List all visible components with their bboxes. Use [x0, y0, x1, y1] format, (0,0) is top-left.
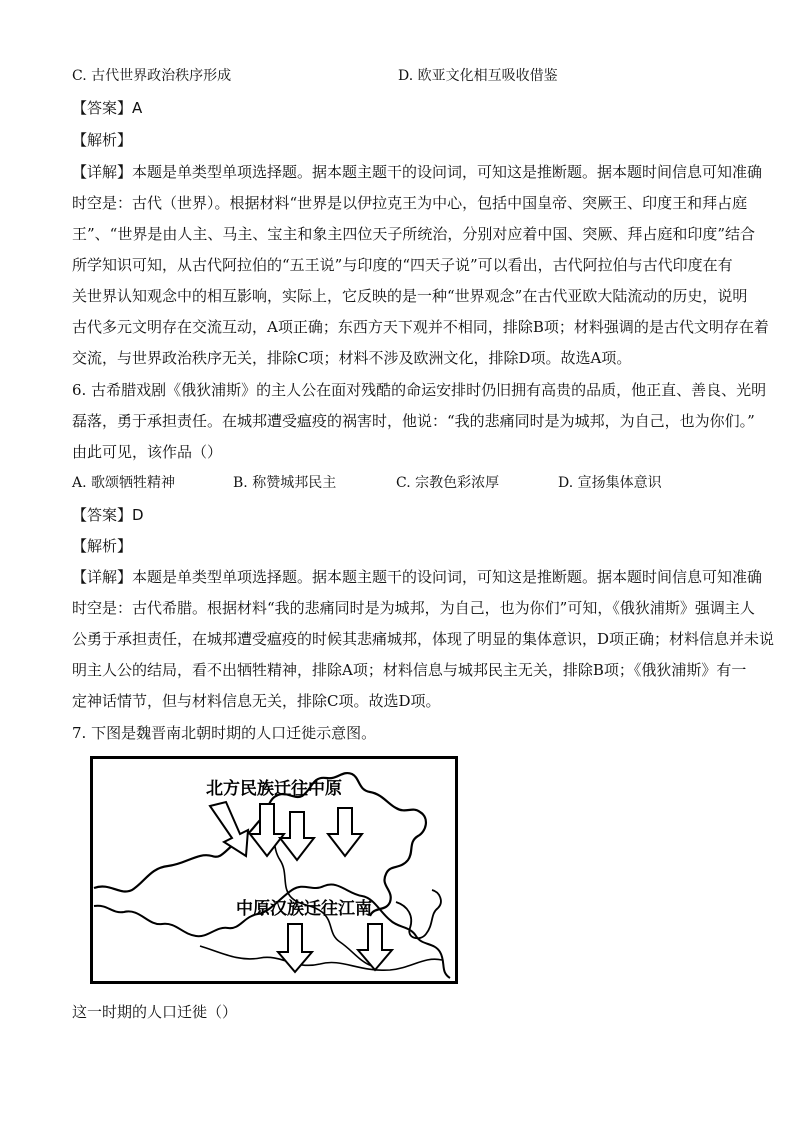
- q6-detail-line: 【详解】本题是单类型单项选择题。据本题主题干的设问词，可知这是推断题。据本题时间信息可知准确: [72, 568, 763, 586]
- q6-detail-line: 公勇于承担责任，在城邦遭受瘟疫的时候其悲痛城邦，体现了明显的集体意识，D项正确；材料信息并未说: [72, 630, 775, 648]
- q6-option-d: D. 宣扬集体意识: [558, 475, 662, 491]
- q6-stem-line: 磊落，勇于承担责任。在城邦遭受瘟疫的祸害时，他说：“我的悲痛同时是为城邦，为自己，也为你们。”: [72, 412, 755, 430]
- q7-question: 这一时期的人口迁徙（）: [72, 1003, 238, 1021]
- migration-map: [90, 756, 458, 984]
- q7-stem: 7. 下图是魏晋南北朝时期的人口迁徙示意图。: [72, 724, 377, 742]
- q5-analysis-heading: 【解析】: [72, 131, 133, 149]
- migration-map-figure: [90, 756, 458, 984]
- q5-detail-line: 王”、“世界是由人主、马主、宝主和象主四位天子所统治，分别对应着中国、突厥、拜占庭和印度”结合: [72, 225, 756, 243]
- q5-detail-line: 时空是：古代（世界）。根据材料“世界是以伊拉克王为中心，包括中国皇帝、突厥王、印度王和拜占庭: [72, 194, 748, 212]
- q6-answer: 【答案】D: [72, 506, 144, 524]
- q6-option-c: C. 宗教色彩浓厚: [396, 475, 500, 491]
- q6-stem-line: 6. 古希腊戏剧《俄狄浦斯》的主人公在面对残酷的命运安排时仍旧拥有高贵的品质，他正直、善良、光明: [72, 381, 767, 399]
- map-label-south: 中原汉族迁往江南: [236, 899, 372, 919]
- q5-answer: 【答案】A: [72, 99, 143, 117]
- q5-option-c: C. 古代世界政治秩序形成: [72, 68, 232, 84]
- q5-detail-line: 【详解】本题是单类型单项选择题。据本题主题干的设问词，可知这是推断题。据本题时间信息可知准确: [72, 163, 763, 181]
- q5-detail-line: 古代多元文明存在交流互动，A项正确；东西方天下观并不相同，排除B项；材料强调的是古代文明存在着: [72, 318, 769, 336]
- q5-option-d: D. 欧亚文化相互吸收借鉴: [398, 68, 558, 84]
- q6-stem-line: 由此可见，该作品（）: [72, 443, 223, 461]
- map-label-north: 北方民族迁往中原: [206, 779, 342, 799]
- q6-detail-line: 明主人公的结局，看不出牺牲精神，排除A项；材料信息与城邦民主无关，排除B项；《俄狄浦斯》有一: [72, 661, 747, 679]
- q5-detail-line: 关世界认知观念中的相互影响，实际上，它反映的是一种“世界观念”在古代亚欧大陆流动的历史，说明: [72, 287, 748, 305]
- q6-analysis-heading: 【解析】: [72, 537, 133, 555]
- q6-option-b: B. 称赞城邦民主: [233, 475, 337, 491]
- q6-option-a: A. 歌颂牺牲精神: [72, 475, 176, 491]
- q5-detail-line: 所学知识可知，从古代阿拉伯的“五王说”与印度的“四天子说”可以看出，古代阿拉伯与古代印度在有: [72, 256, 733, 274]
- q5-detail-line: 交流，与世界政治秩序无关，排除C项；材料不涉及欧洲文化，排除D项。故选A项。: [72, 349, 632, 367]
- q6-detail-line: 时空是：古代希腊。根据材料“我的悲痛同时是为城邦，为自己，也为你们”可知，《俄狄浦斯》强调主人: [72, 599, 755, 617]
- q6-detail-line: 定神话情节，但与材料信息无关，排除C项。故选D项。: [72, 692, 441, 710]
